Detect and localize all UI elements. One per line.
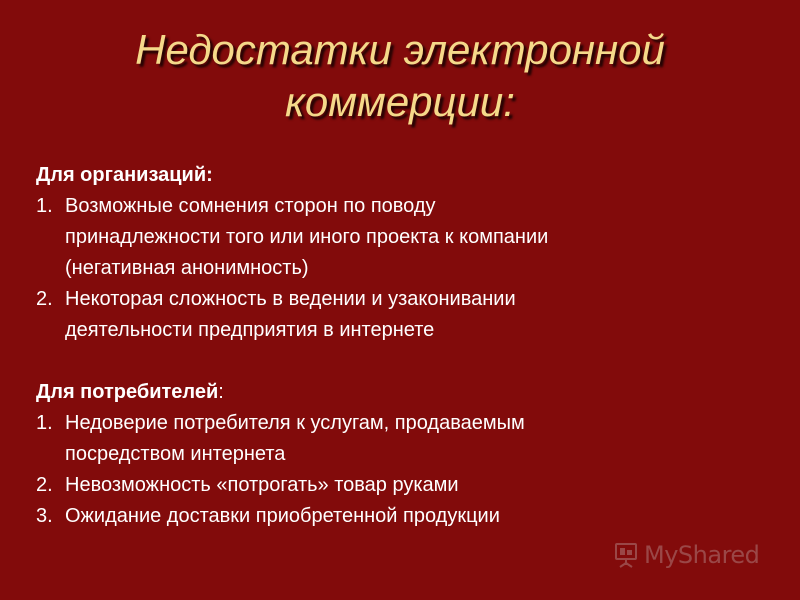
list-item-number: 1. [36, 412, 53, 434]
organizations-list [36, 191, 776, 346]
list-item-number: 2. [36, 474, 53, 496]
list-item [36, 284, 776, 346]
organizations-heading [36, 160, 776, 191]
watermark [612, 538, 759, 572]
slide-title: Недостатки электронной коммерции: [135, 26, 665, 125]
consumers-heading-text: Для потребителей [36, 381, 219, 403]
list-item-number: 2. [36, 288, 53, 310]
list-item-line: Невозможность «потрогать» товар руками [65, 474, 459, 496]
list-item-number: 1. [36, 195, 53, 217]
consumers-heading [36, 377, 776, 408]
list-item [36, 191, 776, 284]
list-item-line: Некоторая сложность в ведении и узаконивании [65, 288, 516, 310]
list-item-line: (негативная анонимность) [65, 257, 309, 279]
list-item-number: 3. [36, 505, 53, 527]
presentation-board-icon [612, 541, 640, 569]
section-spacer [36, 346, 776, 377]
list-item-line: деятельности предприятия в интернете [65, 319, 435, 341]
list-item-line: Возможные сомнения сторон по поводу [65, 195, 436, 217]
list-item [36, 408, 776, 470]
slide-content [36, 160, 776, 532]
list-item-line: Ожидание доставки приобретенной продукции [65, 505, 500, 527]
list-item-line: принадлежности того или иного проекта к компании [65, 226, 549, 248]
list-item [36, 501, 776, 532]
watermark-text: MyShared [644, 541, 760, 569]
organizations-heading-text: Для организаций: [36, 164, 213, 186]
list-item-line: посредством интернета [65, 443, 286, 465]
list-item-line: Недоверие потребителя к услугам, продаваемым [65, 412, 525, 434]
consumers-heading-colon: : [218, 381, 224, 403]
list-item [36, 470, 776, 501]
consumers-list [36, 408, 776, 532]
